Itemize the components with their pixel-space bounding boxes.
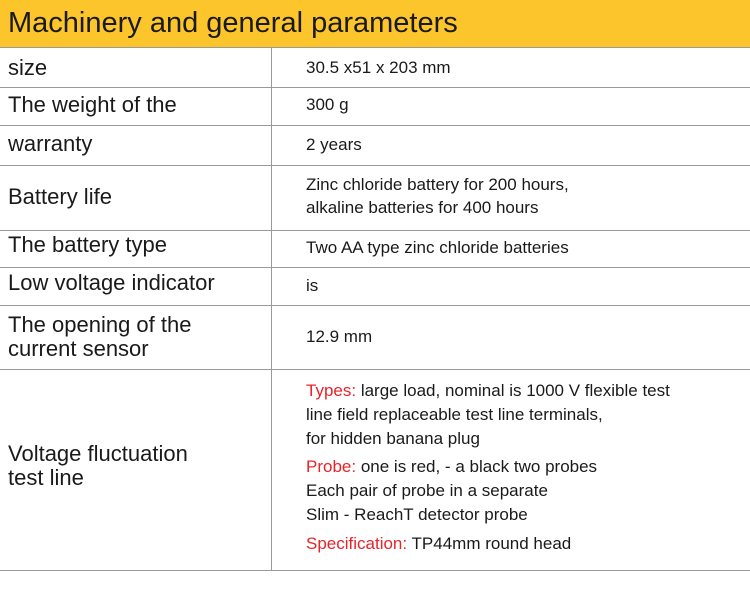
page-title: Machinery and general parameters bbox=[8, 7, 458, 39]
types-key: Types: bbox=[306, 381, 357, 400]
row-label-size: size bbox=[8, 55, 48, 80]
row-value-warranty: 2 years bbox=[306, 135, 362, 154]
row-label-weight: The weight of the bbox=[8, 92, 177, 117]
row-value-battery-life-line-2: alkaline batteries for 400 hours bbox=[306, 198, 539, 217]
column-divider bbox=[271, 47, 272, 571]
row-value-battery-type: Two AA type zinc chloride batteries bbox=[306, 238, 569, 257]
row-divider bbox=[0, 125, 750, 126]
spec-value: TP44mm round head bbox=[411, 534, 572, 553]
row-value-low-voltage: is bbox=[306, 276, 319, 295]
types-line-2: line field replaceable test line terminals, bbox=[306, 405, 603, 424]
row-label-test-line-line-1: Voltage fluctuation bbox=[8, 441, 188, 466]
types-entry bbox=[306, 379, 670, 403]
row-label-battery-life: Battery life bbox=[8, 184, 112, 209]
row-label-battery-type: The battery type bbox=[8, 232, 167, 257]
row-divider bbox=[0, 87, 750, 88]
row-divider bbox=[0, 369, 750, 370]
row-divider bbox=[0, 47, 750, 48]
row-label-opening-line-1: The opening of the bbox=[8, 312, 192, 337]
row-value-opening: 12.9 mm bbox=[306, 327, 373, 346]
row-value-battery-life-line-1: Zinc chloride battery for 200 hours, bbox=[306, 175, 569, 194]
probe-entry bbox=[306, 455, 597, 479]
row-divider bbox=[0, 305, 750, 306]
types-line-1: large load, nominal is 1000 V flexible test bbox=[360, 381, 670, 400]
row-value-weight: 300 g bbox=[306, 95, 349, 114]
row-value-size: 30.5 x51 x 203 mm bbox=[306, 58, 451, 77]
row-divider bbox=[0, 230, 750, 231]
row-label-test-line-line-2: test line bbox=[8, 465, 84, 490]
probe-line-2: Each pair of probe in a separate bbox=[306, 481, 548, 500]
spec-key: Specification: bbox=[306, 534, 408, 553]
probe-line-3: Slim - ReachT detector probe bbox=[306, 505, 528, 524]
probe-key: Probe: bbox=[306, 457, 357, 476]
types-line-3: for hidden banana plug bbox=[306, 429, 480, 448]
spec-entry bbox=[306, 532, 571, 556]
row-divider bbox=[0, 570, 750, 571]
row-label-opening-line-2: current sensor bbox=[8, 336, 149, 361]
row-divider bbox=[0, 267, 750, 268]
row-label-warranty: warranty bbox=[8, 131, 93, 156]
table-header bbox=[0, 0, 750, 47]
probe-line-1: one is red, - a black two probes bbox=[360, 457, 598, 476]
row-label-low-voltage: Low voltage indicator bbox=[8, 270, 215, 295]
row-divider bbox=[0, 165, 750, 166]
